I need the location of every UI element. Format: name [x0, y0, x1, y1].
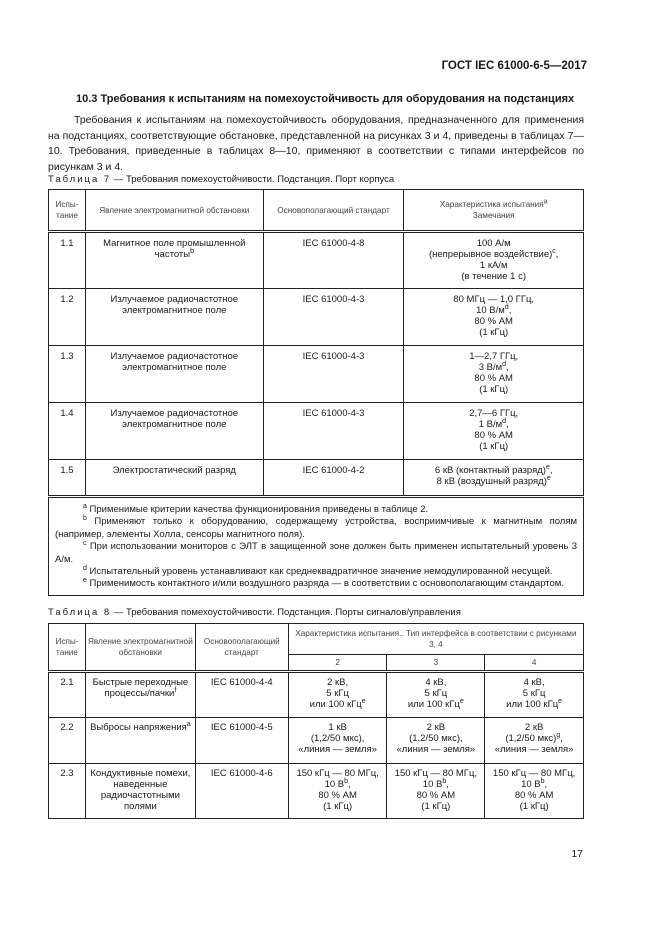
table-row — [49, 346, 584, 403]
row-num: 1.4 — [49, 403, 86, 460]
row-phenomenon: Электростатический разряд — [85, 460, 263, 497]
table8-col-characteristic: Характеристика испытания.. Тип интерфейса в соответствии с рисунками 3, 4 — [288, 624, 583, 655]
section-paragraph: Требования к испытаниям на помехоустойчивость оборудования, предназначенного для применения на подстанциях, соответствующие обстановке, представленной на рисунках 3 и 4, приведены в таблицах 7—10. Требования, приведенные в таблицах 8—10, применяют в соответствии с типами интерфейсов по рисункам 3 и 4. — [48, 114, 584, 173]
row-num: 1.1 — [49, 232, 86, 289]
row-standard: IEC 61000-4-8 — [263, 232, 404, 289]
table7 — [48, 189, 584, 596]
table8-col-standard: Основополагающий стандарт — [195, 624, 288, 672]
row-type2: 2 кВ, 5 кГц или 100 кГц$^e$ — [288, 672, 387, 718]
page-number: 17 — [571, 848, 583, 860]
table-row — [49, 289, 584, 346]
row-characteristic: 6 кВ (контактный разряд)$^e$, 8 кВ (воздушный разряд)$^e$ — [404, 460, 584, 497]
row-type4: 4 кВ, 5 кГц или 100 кГц$^e$ — [485, 672, 584, 718]
interface-type-2: 2 — [288, 655, 387, 672]
row-phenomenon: Магнитное поле промышленной частоты$^b$ — [85, 232, 263, 289]
table-row — [49, 718, 584, 764]
footnote: $^c$ При использовании мониторов с ЭЛТ в защищенной зоне должен быть применен испытательный уровень 3 А/м. — [55, 540, 577, 565]
row-characteristic: 80 МГц — 1,0 ГГц, 10 $В/м^d$, 80 % АМ (1 кГц) — [404, 289, 584, 346]
table-row — [49, 672, 584, 718]
footnote: $^b$ Применяют только к оборудованию, содержащему устройства, восприимчивые к магнитным полям (например, элементы Холла, сенсоры магнитного поля). — [55, 515, 578, 540]
row-type3: 4 кВ, 5 кГц или 100 кГц$^e$ — [387, 672, 485, 718]
table8 — [48, 623, 584, 819]
table-row — [49, 232, 584, 289]
row-type4: 150 кГц — 80 МГц, 10 $В^b$, 80 % АМ (1 кГц) — [485, 764, 584, 819]
row-phenomenon: Кондуктивные помехи, наведенные радиочастотными полями — [85, 764, 195, 819]
section-heading: 10.3 Требования к испытаниям на помехоустойчивость для оборудования на подстанциях — [76, 93, 575, 105]
row-characteristic: 100 А/м (непрерывное воздействие)$^c$, 1 кА/м (в течение 1 с) — [404, 232, 584, 289]
table-row — [49, 764, 584, 819]
table7-header-row — [49, 190, 584, 232]
row-num: 1.3 — [49, 346, 86, 403]
row-type2: 1 кВ (1,2/50 мкс), «линия — земля» — [288, 718, 387, 764]
row-characteristic: 2,7—6 ГГц, 1 $В/м^d$, 80 % АМ (1 кГц) — [404, 403, 584, 460]
footnote: $^e$ Применимость контактного и/или воздушного разряда — в соответствии с основополагающим стандартом. — [83, 577, 564, 590]
table7-caption: Таблица 7 — Требования помехоустойчивости. Подстанция. Порт корпуса — [48, 174, 395, 185]
row-characteristic: 1—2,7 ГГц, 3 $В/м^d$, 80 % АМ (1 кГц) — [404, 346, 584, 403]
row-type2: 150 кГц — 80 МГц, 10 $В^b$, 80 % АМ (1 кГц) — [288, 764, 387, 819]
footnote: $^d$ Испытательный уровень устанавливают как среднеквадратичное значение немодулированной несущей. — [83, 564, 553, 578]
row-num: 2.3 — [49, 764, 86, 819]
table7-footnotes — [49, 497, 584, 596]
table-row — [49, 460, 584, 497]
row-standard: IEC 61000-4-3 — [263, 289, 404, 346]
interface-type-4: 4 — [485, 655, 584, 672]
row-num: 1.2 — [49, 289, 86, 346]
row-standard: IEC 61000-4-4 — [195, 672, 288, 718]
table8-col-phenomenon: Явление электромагнитной обстановки — [85, 624, 195, 672]
table8-header-row — [49, 624, 584, 655]
row-num: 2.1 — [49, 672, 86, 718]
footnotes-cell — [49, 497, 584, 596]
row-standard: IEC 61000-4-5 — [195, 718, 288, 764]
footnote: $^a$ Применимые критерии качества функционирования приведены в таблице 2. — [83, 502, 429, 515]
document-code: ГОСТ IEC 61000-6-5—2017 — [441, 60, 587, 72]
interface-type-3: 3 — [387, 655, 485, 672]
row-type3: 2 кВ (1,2/50 мкс), «линия — земля» — [387, 718, 485, 764]
row-num: 1.5 — [49, 460, 86, 497]
table7-col-characteristic: Характеристика испытания$^a$ Замечания — [404, 190, 584, 232]
row-type4: 2 кВ (1,2/50 мкс)$^g$, «линия — земля» — [485, 718, 584, 764]
row-phenomenon: Выбросы напряжения$^a$ — [85, 718, 195, 764]
row-phenomenon: Излучаемое радиочастотное электромагнитное поле — [85, 403, 263, 460]
table7-col-standard: Основополагающий стандарт — [263, 190, 404, 232]
row-type3: 150 кГц — 80 МГц, 10 $В^b$, 80 % АМ (1 кГц) — [387, 764, 485, 819]
row-standard: IEC 61000-4-3 — [263, 346, 404, 403]
row-phenomenon: Быстрые переходные процессы/пачки$^f$ — [85, 672, 195, 718]
table8-caption: Таблица 8 — Требования помехоустойчивости. Подстанция. Порты сигналов/управления — [48, 607, 461, 618]
row-standard: IEC 61000-4-3 — [263, 403, 404, 460]
table7-col-phenomenon: Явление электромагнитной обстановки — [85, 190, 263, 232]
row-phenomenon: Излучаемое радиочастотное электромагнитное поле — [85, 346, 263, 403]
table-row — [49, 403, 584, 460]
table7-col-num: Испы-тание — [49, 190, 86, 232]
table8-col-num: Испы-тание — [49, 624, 86, 672]
row-standard: IEC 61000-4-6 — [195, 764, 288, 819]
row-standard: IEC 61000-4-2 — [263, 460, 404, 497]
row-phenomenon: Излучаемое радиочастотное электромагнитное поле — [85, 289, 263, 346]
row-num: 2.2 — [49, 718, 86, 764]
